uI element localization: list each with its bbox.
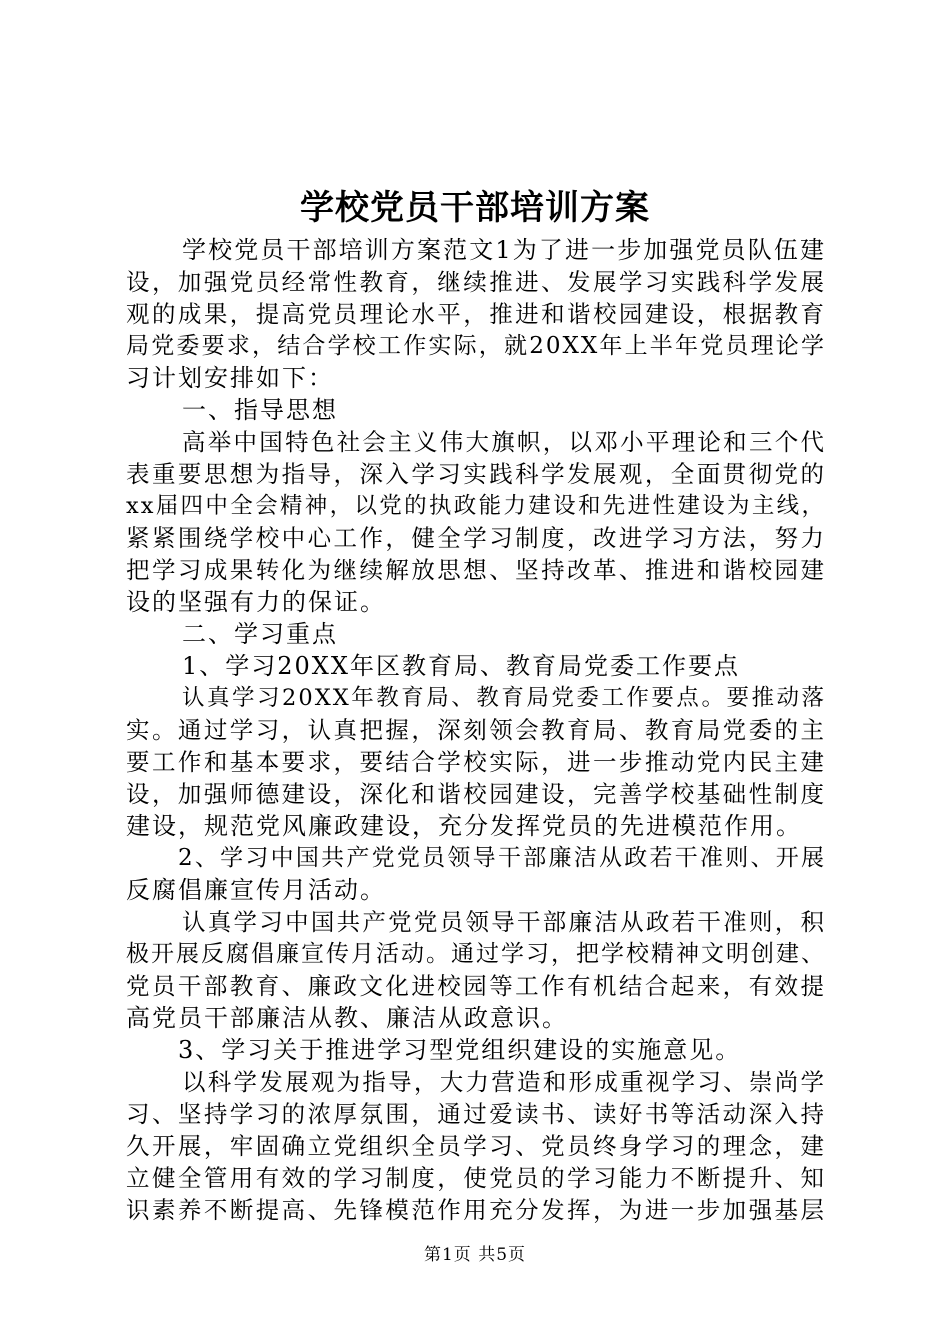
body-line: 习、坚持学习的浓厚氛围，通过爱读书、读好书等活动深入持 — [126, 1100, 826, 1128]
body-line: 高举中国特色社会主义伟大旗帜，以邓小平理论和三个代 — [182, 428, 826, 456]
body-line: 认真学习中国共产党党员领导干部廉洁从政若干准则，积 — [182, 908, 826, 936]
body-line: 局党委要求，结合学校工作实际，就20XX年上半年党员理论学 — [126, 333, 826, 359]
document-body — [126, 234, 826, 1226]
body-line: 设的坚强有力的保证。 — [126, 588, 386, 616]
body-line: 设，加强师德建设，深化和谐校园建设，完善学校基础性制度 — [126, 780, 826, 808]
body-line: 高党员干部廉洁从教、廉洁从政意识。 — [126, 1004, 568, 1032]
body-line: 建设，规范党风廉政建设，充分发挥党员的先进模范作用。 — [126, 812, 802, 840]
body-line: 反腐倡廉宣传月活动。 — [126, 876, 386, 904]
body-line: 设，加强党员经常性教育，继续推进、发展学习实践科学发展 — [126, 268, 826, 296]
body-line: 要工作和基本要求，要结合学校实际，进一步推动党内民主建 — [126, 748, 826, 776]
body-line: 实。通过学习，认真把握，深刻领会教育局、教育局党委的主 — [126, 716, 826, 744]
body-line: 习计划安排如下： — [126, 364, 334, 392]
body-line: xx届四中全会精神，以党的执政能力建设和先进性建设为主线， — [126, 493, 826, 519]
body-line: 学校党员干部培训方案范文1为了进一步加强党员队伍建 — [182, 236, 826, 264]
subsection-heading: 3、学习关于推进学习型党组织建设的实施意见。 — [178, 1036, 742, 1064]
section-heading: 二、学习重点 — [182, 620, 338, 648]
body-line: 立健全管用有效的学习制度，使党员的学习能力不断提升、知 — [126, 1164, 826, 1192]
body-line: 久开展，牢固确立党组织全员学习、党员终身学习的理念，建 — [126, 1132, 826, 1160]
subsection-heading: 1、学习20XX年区教育局、教育局党委工作要点 — [182, 652, 740, 680]
body-line: 以科学发展观为指导，大力营造和形成重视学习、崇尚学 — [182, 1068, 826, 1096]
document-title: 学校党员干部培训方案 — [300, 188, 650, 228]
body-line: 极开展反腐倡廉宣传月活动。通过学习，把学校精神文明创建、 — [126, 941, 826, 967]
body-line: 把学习成果转化为继续解放思想、坚持改革、推进和谐校园建 — [126, 556, 826, 584]
subsection-heading: 2、学习中国共产党党员领导干部廉洁从政若干准则、开展 — [178, 845, 826, 871]
body-line: 认真学习20XX年教育局、教育局党委工作要点。要推动落 — [182, 685, 826, 711]
body-line: 党员干部教育、廉政文化进校园等工作有机结合起来，有效提 — [126, 972, 826, 1000]
body-line: 观的成果，提高党员理论水平，推进和谐校园建设，根据教育 — [126, 300, 826, 328]
body-line: 紧紧围绕学校中心工作，健全学习制度，改进学习方法，努力 — [126, 524, 826, 552]
page-indicator: 第1页 共5页 — [423, 1245, 527, 1265]
section-heading: 一、指导思想 — [182, 396, 338, 424]
body-line: 识素养不断提高、先锋模范作用充分发挥，为进一步加强基层 — [126, 1196, 826, 1224]
body-line: 表重要思想为指导，深入学习实践科学发展观，全面贯彻党的 — [126, 460, 826, 488]
